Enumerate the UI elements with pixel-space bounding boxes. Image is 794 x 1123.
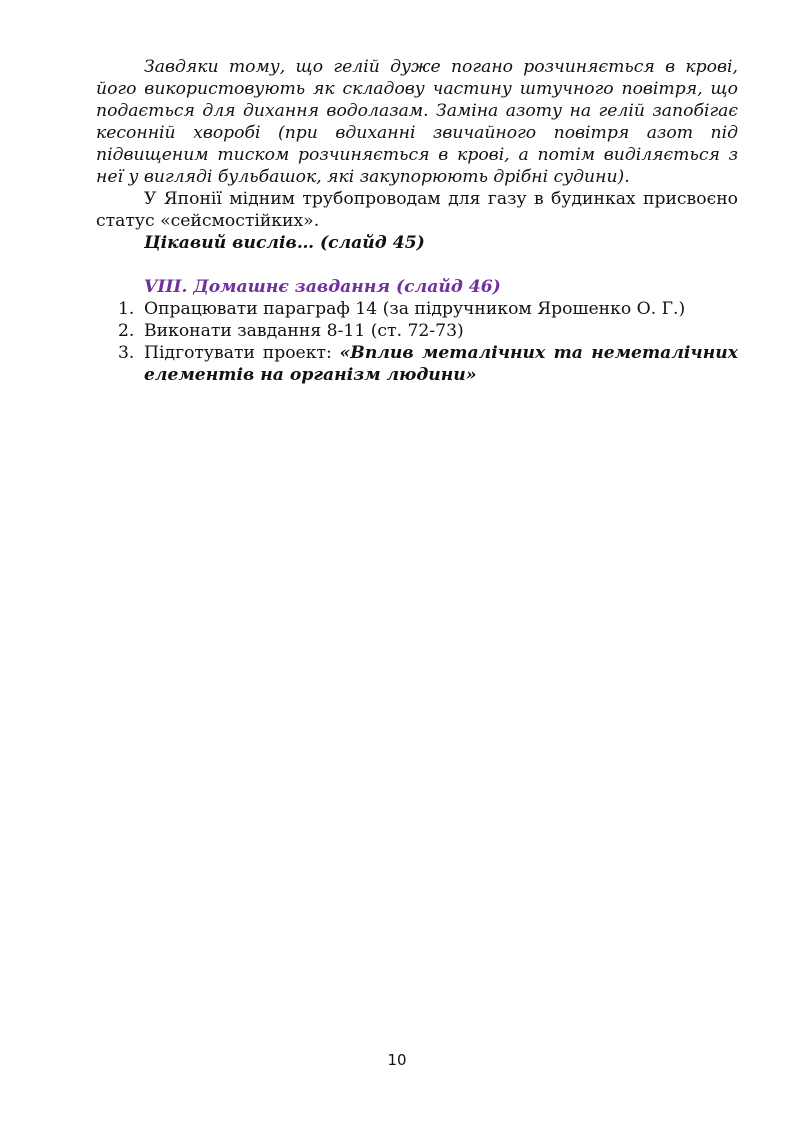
homework-heading: VIII. Домашнє завдання (слайд 46) [144,277,501,297]
list-item-number: 3. [118,343,135,363]
list-item-text: Опрацювати параграф 14 (за підручником Ярошенко О. Г.) [144,299,686,319]
blank-line [96,254,738,276]
homework-list [96,298,738,386]
page-number: 10 [387,1051,407,1069]
list-item [96,320,738,342]
japan-paragraph: У Японії мідним трубопроводам для газу в будинках присвоєно статус «сейсмостійких». [96,189,738,231]
list-item-text: Виконати завдання 8-11 (ст. 72-73) [144,321,464,341]
list-item [96,342,738,386]
list-item-number: 1. [118,299,135,319]
quote-heading: Цікавий вислів… (слайд 45) [144,233,425,253]
project-title: «Вплив металічних та неметалічних елементів на організм людини» [144,343,738,385]
document-page [96,56,738,386]
list-item-text: Підготувати проект: [144,343,340,363]
helium-paragraph: Завдяки тому, що гелій дуже погано розчиняється в крові, його використовують як складову частину штучного повітря, що подається для дихання водолазам. Заміна азоту на гелій запобігає кесонній хворобі (при вдиханні звичайного повітря азот під підвищеним тиском розчиняється в крові, а потім виділяється з неї у вигляді бульбашок, які закупорюють дрібні судини). [96,57,738,187]
list-item-number: 2. [118,321,135,341]
list-item [96,298,738,320]
